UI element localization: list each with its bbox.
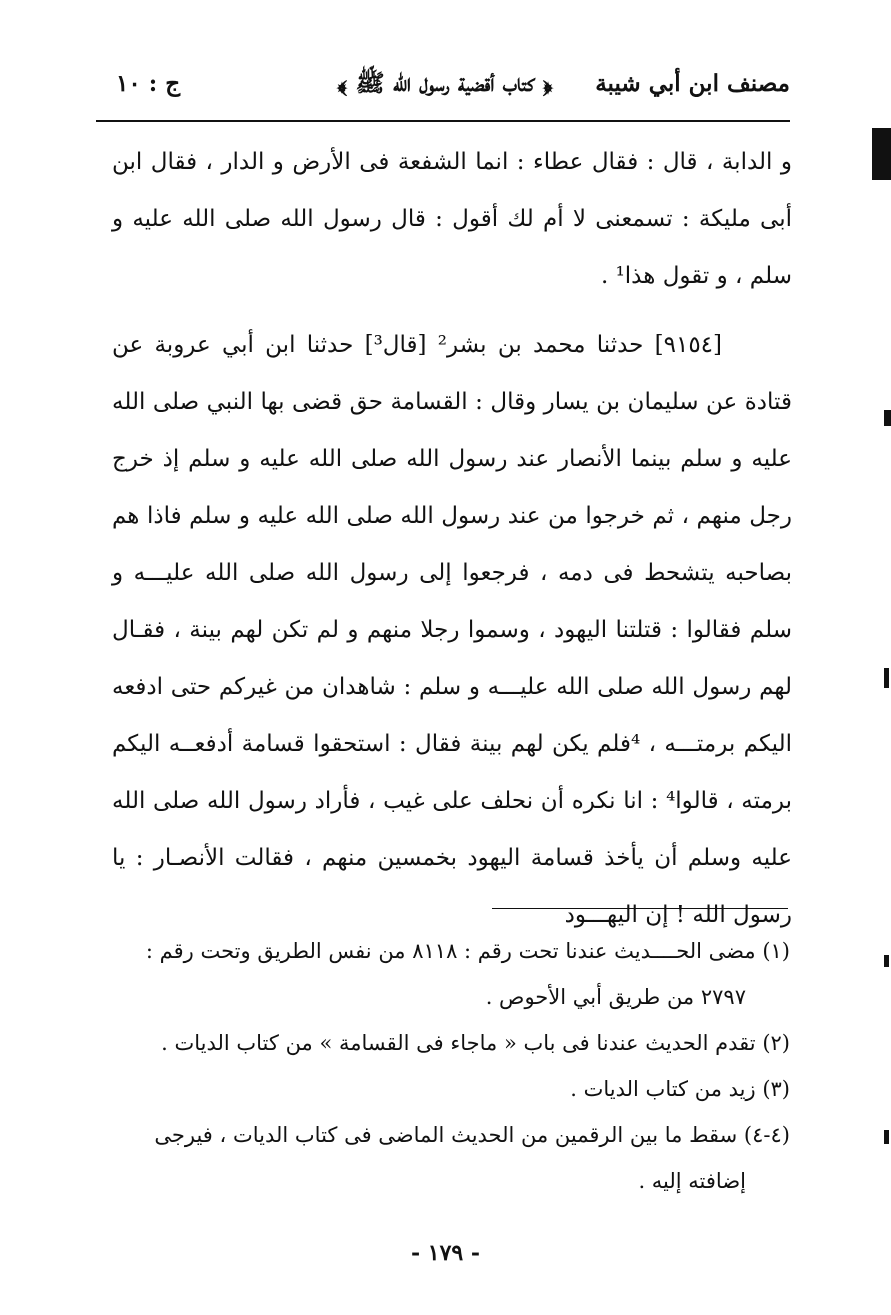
scan-edge-mark bbox=[884, 955, 889, 967]
footnote-divider bbox=[492, 908, 788, 909]
footnote-1: (١) مضى الحــــديث عندنا تحت رقم : ٨١١٨ من نفس الطريق وتحت رقم : ٢٧٩٧ من طريق أبي الأحوص . bbox=[145, 939, 790, 1009]
footnote-4: (٤-٤) سقط ما بين الرقمين من الحديث الماضى فى كتاب الديات ، فيرجى إضافته إليه . bbox=[154, 1123, 790, 1193]
footnotes bbox=[122, 928, 790, 1204]
book-title: مصنف ابن أبي شيبة bbox=[595, 70, 790, 97]
running-header bbox=[100, 58, 790, 114]
scan-edge-mark bbox=[884, 668, 889, 688]
footnote-2: (٢) تقدم الحديث عندنا فى باب « ماجاء فى القسامة » من كتاب الديات . bbox=[161, 1031, 790, 1055]
scan-edge-mark bbox=[884, 1130, 889, 1144]
header-divider bbox=[96, 120, 790, 122]
paragraph-hadith-9154: [٩١٥٤] حدثنا محمد بن بشر² [قال³] حدثنا ابن أبي عروبة عن قتادة عن سليمان بن يسار وقال : القسامة حق قضى بها النبي صلى الله عليه و سلم بينما الأنصار عند رسول الله صلى الله عليه و سلم إذ خرج رجل منهم ، ثم خرجوا من عند رسول الله صلى الله عليه و سلم فاذا هم بصاحبه يتشحط فى دمه ، فرجعوا إلى رسول الله صلى الله عليـــه و سلم فقالوا : قتلتنا اليهود ، وسموا رجلا منهم و لم تكن لهم بينة ، فقـال لهم رسول الله صلى الله عليـــه و سلم : شاهدان من غيركم حتى ادفعه اليكم برمتـــه ، ⁴فلم يكن لهم بينة فقال : استحقوا قسامة أدفعــه اليكم برمته ، قالوا⁴ : انا نكره أن نحلف على غيب ، فأراد رسول الله صلى الله عليه وسلم أن يأخذ قسامة اليهود بخمسين منهم ، فقالت الأنصـار : يا رسول الله ! إن اليهـــود bbox=[112, 332, 793, 928]
volume-number: ج : ١٠ bbox=[116, 70, 181, 97]
scan-edge-mark bbox=[872, 128, 891, 180]
scan-edge-mark bbox=[884, 410, 891, 426]
main-text bbox=[112, 134, 792, 944]
paragraph-continuation: و الدابة ، قال : فقال عطاء : انما الشفعة فى الأرض و الدار ، فقال ابن أبى مليكة : تسمعنى لا أم لك أقول : قال رسول الله صلى الله عليه و سلم ، و تقول هذا¹ . bbox=[112, 149, 792, 289]
page-number: - ١٧٩ - bbox=[410, 1240, 481, 1266]
chapter-title: ﴿ كتاب أقضية رسول الله ﷺ ﴾ bbox=[337, 68, 553, 97]
footnote-3: (٣) زيد من كتاب الديات . bbox=[570, 1077, 790, 1101]
